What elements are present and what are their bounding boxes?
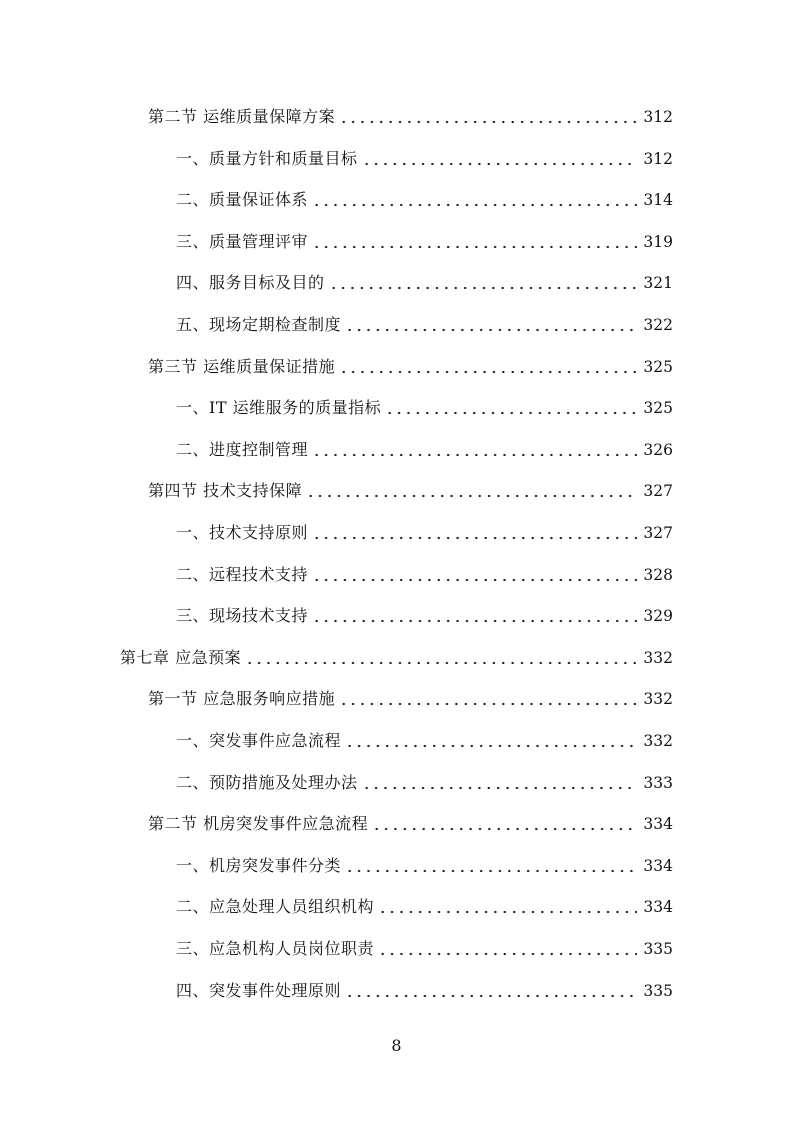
toc-entry-title: 第二节 机房突发事件应急流程 (148, 814, 369, 834)
toc-entry-page-number: 322 (643, 316, 673, 334)
dot-leader (329, 271, 638, 295)
toc-entry-title: 第二节 运维质量保障方案 (148, 107, 336, 126)
toc-entry[interactable] (148, 687, 673, 711)
toc-entry-page-number: 312 (643, 149, 673, 168)
toc-entry-page-number: 334 (643, 856, 673, 875)
toc-entry-page-number: 325 (643, 357, 673, 376)
toc-entry-title: 三、应急机构人员岗位职责 (176, 939, 375, 958)
toc-entry-title: 二、预防措施及处理办法 (176, 772, 358, 792)
toc-entry-page-number: 321 (643, 274, 673, 293)
toc-entry[interactable] (176, 771, 673, 795)
dot-leader (339, 687, 637, 711)
toc-entry[interactable] (148, 355, 673, 379)
dot-leader (312, 438, 637, 462)
toc-entry-title: 第三节 运维质量保证措施 (148, 356, 336, 376)
toc-entry-title: 二、应急处理人员组织机构 (176, 897, 375, 917)
toc-entry-page-number: 335 (643, 981, 673, 1000)
toc-entry[interactable] (176, 895, 673, 919)
dot-leader (306, 479, 637, 503)
toc-entry-page-number: 327 (643, 524, 673, 542)
toc-entry[interactable] (176, 937, 673, 961)
dot-leader (372, 812, 637, 836)
toc-entry-page-number: 327 (643, 482, 673, 501)
toc-entry-title: 一、技术支持原则 (176, 523, 309, 542)
toc-entry-page-number: 319 (643, 232, 673, 251)
dot-leader (312, 604, 637, 628)
dot-leader (312, 521, 637, 545)
toc-entry[interactable] (176, 979, 673, 1003)
toc-entry[interactable] (176, 396, 673, 420)
toc-entry-title: 四、服务目标及目的 (176, 273, 325, 293)
toc-entry-title: 五、现场定期检查制度 (176, 315, 342, 334)
toc-entry[interactable] (148, 479, 673, 503)
toc-entry-page-number: 314 (643, 191, 673, 210)
dot-leader (345, 313, 637, 337)
toc-entry-title: 三、质量管理评审 (176, 231, 309, 251)
dot-leader (362, 147, 638, 171)
toc-entry-title: 一、机房突发事件分类 (176, 855, 342, 875)
toc-entry-page-number: 326 (643, 440, 673, 459)
toc-entry[interactable] (176, 563, 673, 587)
toc-entry-title: 一、IT 运维服务的质量指标 (176, 398, 382, 418)
toc-entry-page-number: 328 (643, 565, 673, 584)
toc-entry[interactable] (148, 812, 673, 836)
toc-entry[interactable] (148, 105, 673, 129)
toc-entry[interactable] (176, 230, 673, 254)
toc-entry-title: 四、突发事件处理原则 (176, 980, 342, 1000)
dot-leader (312, 230, 637, 254)
toc-entry-title: 二、进度控制管理 (176, 439, 309, 459)
toc-entry[interactable] (176, 271, 673, 295)
toc-entry[interactable] (176, 604, 673, 628)
toc-entry[interactable] (176, 729, 673, 753)
toc-entry[interactable] (120, 646, 673, 670)
dot-leader (345, 729, 637, 753)
toc-entry-page-number: 333 (643, 773, 673, 792)
toc-entry-title: 二、远程技术支持 (176, 564, 309, 584)
toc-entry-page-number: 334 (643, 815, 673, 834)
toc-entry-page-number: 332 (643, 732, 673, 750)
page-number: 8 (391, 1036, 402, 1055)
toc-entry-page-number: 312 (643, 108, 673, 126)
toc-entry[interactable] (176, 854, 673, 878)
toc-entry[interactable] (176, 438, 673, 462)
dot-leader (345, 979, 637, 1003)
dot-leader (312, 188, 637, 212)
dot-leader (339, 105, 637, 129)
toc-entry-title: 一、突发事件应急流程 (176, 731, 342, 750)
toc-entry-page-number: 335 (643, 940, 673, 958)
toc-entry[interactable] (176, 188, 673, 212)
toc-entry-title: 第四节 技术支持保障 (148, 481, 303, 501)
dot-leader (362, 771, 638, 795)
dot-leader (345, 854, 637, 878)
toc-entry-page-number: 334 (643, 898, 673, 917)
toc-entry[interactable] (176, 313, 673, 337)
dot-leader (378, 895, 637, 919)
toc-entry[interactable] (176, 147, 673, 171)
dot-leader (385, 396, 637, 420)
toc-entry-title: 三、现场技术支持 (176, 606, 309, 626)
toc-entry-title: 第一节 应急服务响应措施 (148, 689, 336, 709)
toc-entry[interactable] (176, 521, 673, 545)
toc-entry-page-number: 329 (643, 607, 673, 626)
toc-entry-page-number: 332 (643, 648, 673, 667)
dot-leader (312, 563, 637, 587)
dot-leader (245, 646, 637, 670)
toc-entry-title: 二、质量保证体系 (176, 190, 309, 210)
dot-leader (378, 937, 637, 961)
toc-entry-page-number: 325 (643, 399, 673, 418)
toc-entry-title: 第七章 应急预案 (120, 647, 242, 667)
toc-entry-title: 一、质量方针和质量目标 (176, 148, 358, 168)
toc-entry-page-number: 332 (643, 690, 673, 709)
dot-leader (339, 355, 637, 379)
